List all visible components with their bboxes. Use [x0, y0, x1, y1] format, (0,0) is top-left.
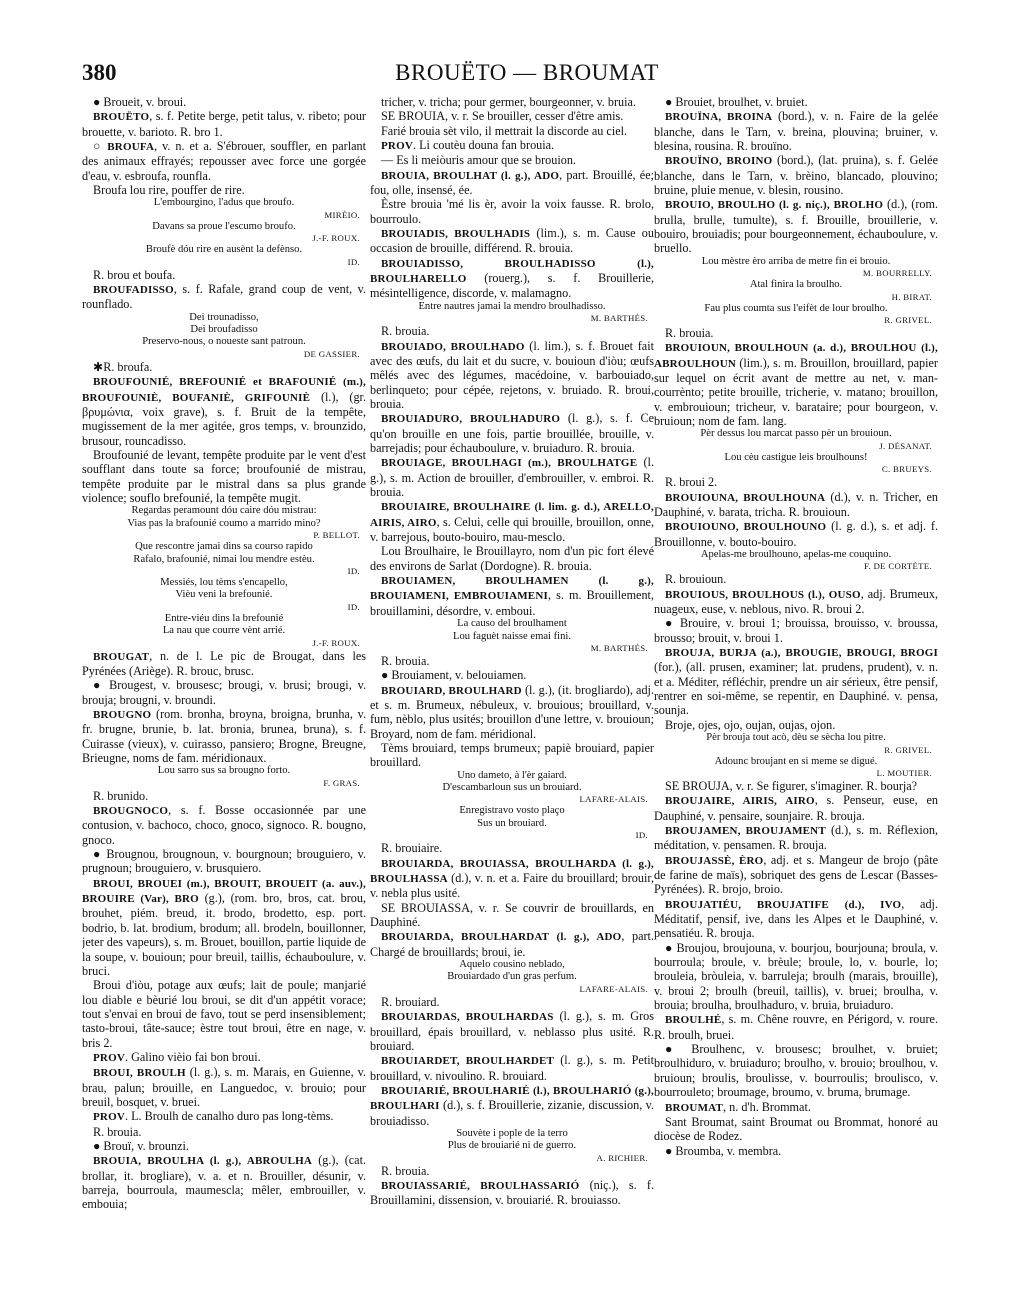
- dictionary-entry: ● Brouire, v. broui 1; brouissa, brouisso, v. broussa, brousso; brouit, v. broui 1.: [654, 616, 938, 645]
- dictionary-entry: R. brunido.: [93, 788, 149, 803]
- entry-headword: BROUIARDAS, BROULHARDAS: [381, 1011, 554, 1024]
- dictionary-entry: Broufa lou rire, pouffer de rire.: [93, 183, 245, 198]
- entry-headword: BROUIADISSO, BROULHADISSO (l.), BROULHARELLO: [370, 257, 654, 286]
- citation-quote: Lou cèu castigue leis broulhouns!: [724, 451, 868, 463]
- dictionary-entry: BROUIARIÉ, BROULHARIÉ (l.), BROULHARIÓ (g.), BROULHARI (d.), s. f. Brouillerie, zizanie, discussion, v. brouiadisso.: [370, 1084, 654, 1128]
- entry-headword: BROUJATIÉU, BROUJATIFE (d.), IVO: [665, 898, 902, 911]
- entry-headword: BROUGNOCO: [93, 805, 169, 818]
- entry-headword: BROUIADO, BROULHADO: [381, 340, 525, 353]
- dictionary-entry: BROUGNO (rom. bronha, broyna, broigna, brunha, v. fr. brugne, brunie, b. lat. bronia, brunea, bruna), s. f. Cuirasse (vieux), v. cuirasso, pansiero; Brogne, Breugne, Brieugne, noms de fam. méridionaux.: [82, 706, 366, 765]
- citation-quote: Souvète i pople de la terro Plus de brouiarié ni de guerro.: [447, 1127, 577, 1152]
- dictionary-entry: BROUFOUNIÉ, BREFOUNIÉ et BRAFOUNIÉ (m.), BROUFOUNIÈ, BOUFANIÈ, GRIFOUNIÈ (l.), (gr. βρυμώνια, voix grave), s. f. Bruit de la tempête, mugissement de la mer agitée, gros temps, v. brounzido, brusour, rouncadisso.: [82, 376, 366, 448]
- dictionary-entry: R. brou et boufa.: [93, 267, 176, 282]
- dictionary-entry: SE BROUJA, v. r. Se figurer, s'imaginer. R. bourja?: [665, 778, 918, 793]
- entry-headword: BROUIA, BROULHA (l. g.), ABROULHA: [93, 1155, 313, 1168]
- entry-headword: BROUIA, BROULHAT (l. g.), ADO: [381, 169, 560, 182]
- dictionary-entry: Broje, ojes, ojo, oujan, oujas, ojon.: [665, 717, 836, 732]
- dictionary-entry: BROUIAMEN, BROULHAMEN (l. g.), BROUIAMENI, EMBROUIAMENI, s. m. Brouillement, brouillamini, désordre, v. emboui.: [370, 575, 654, 618]
- dictionary-entry: R. brouia.: [381, 1163, 430, 1178]
- dictionary-entry: PROV. L. Broulh de canalho duro pas long-tèms.: [93, 1109, 334, 1124]
- entry-headword: BROUJASSÈ, ÈRO: [665, 854, 764, 867]
- dictionary-entry: SE BROUIASSA, v. r. Se couvrir de brouillards, en Dauphiné.: [370, 900, 654, 929]
- dictionary-entry: BROUIARDAS, BROULHARDAS (l. g.), s. m. Gros brouillard, épais brouillard, v. neblasso plus usité. R. brouiard.: [370, 1009, 654, 1053]
- entry-headword: BROUIO, BROULHO (l. g. niç.), BROLHO: [665, 199, 884, 212]
- dictionary-entry: BROUIARDET, BROULHARDET (l. g.), s. m. Petit brouillard, v. nivoulino. R. brouiard.: [370, 1053, 654, 1083]
- dictionary-entry: BROUIA, BROULHAT (l. g.), ADO, part. Brouillé, ée; fou, olle, insensé, ée.: [370, 167, 654, 198]
- citation-author: C. BRUEYS.: [881, 464, 932, 475]
- dictionary-entry: PROV. Li coutèu douna fan brouia.: [381, 138, 555, 153]
- column-middle: [370, 95, 654, 1295]
- dictionary-entry: BROUIARDA, BROULHARDAT (l. g.), ADO, part. Chargé de brouillards; broui, ie.: [370, 929, 654, 959]
- entry-headword: BROUGNO: [93, 708, 152, 721]
- entry-headword: BROUJA, BURJA (a.), BROUGIE, BROUGI, BROGI: [665, 647, 938, 660]
- entry-headword: BROUÏNO, BROINO: [665, 155, 773, 168]
- citation-quote: Pèr brouja tout acò, dèu se sècha lou pitre.: [706, 732, 886, 744]
- entry-headword: BROUIOUNA, BROULHOUNA: [665, 491, 826, 504]
- citation-quote: Lou mèstre èro arriba de metre fin ei brouio.: [701, 255, 891, 267]
- entry-headword: PROV: [93, 1051, 125, 1064]
- dictionary-entry: Lou Broulhaire, le Brouillayro, nom d'un pic fort élevé des environs de Sarlat (Dordogne). R. brouia.: [370, 544, 654, 573]
- dictionary-entry: ✱R. broufa.: [93, 359, 153, 374]
- citation-quote: Uno dameto, à l'èr gaiard. D'escambarloun sus un brouiard.: [442, 769, 582, 794]
- citation-quote: Davans sa proue l'escumo broufo.: [152, 220, 296, 232]
- citation-author: H. BIRAT.: [891, 291, 932, 302]
- dictionary-entry: ● Brougest, v. brousesc; brougi, v. brusi; brougi, v. brouja; brougni, v. broundi.: [82, 678, 366, 707]
- dictionary-entry: ● Brouï, v. brounzi.: [93, 1138, 189, 1153]
- dictionary-entry: R. brouia.: [381, 653, 430, 668]
- citation-quote: Entre-viéu dins la brefounié La nau que courre vènt arrié.: [162, 612, 286, 637]
- entry-headword: BROUMAT: [665, 1101, 724, 1114]
- dictionary-entry: ● Brougnou, brougnoun, v. bourgnoun; brouguiero, v. prugnoun; brouguiero, v. brusquiero.: [82, 847, 366, 876]
- dictionary-entry: BROUIADO, BROULHADO (l. lim.), s. f. Brouet fait avec des œufs, du lait et du sucre, v. bouioun d'iòu; œufs mêlés avec des légumes, macédoine, v. barbouiado, berlinqueto; pour cépée, rejetons, v. bruiado. R. broui, brouia.: [370, 338, 654, 411]
- entry-headword: BROUIARIÉ, BROULHARIÉ (l.), BROULHARIÓ (g.), BROULHARI: [370, 1084, 654, 1113]
- citation-quote: Lou sarro sus sa brougno forto.: [157, 765, 291, 777]
- citation-author: M. BOURRELLY.: [862, 268, 932, 279]
- dictionary-entry: BROUI, BROULH (l. g.), s. m. Marais, en Guienne, v. brau, palun; brouille, en Languedoc, v. brouio; pour breuil, bosquet, v. bruei.: [82, 1065, 366, 1109]
- dictionary-entry: BROUIA, BROULHA (l. g.), ABROULHA (g.), (cat. brollar, it. brogliare), v. a. et n. Brouiller, désunir, v. barreja, bourroula, maumescla; mêler, embrouiller, v. embouia;: [82, 1153, 366, 1212]
- dictionary-entry: BROUIOUNO, BROULHOUNO (l. g. d.), s. et adj. f. Brouillonne, v. bouto-bouiro.: [654, 519, 938, 549]
- citation-author: A. RICHIER.: [596, 1152, 648, 1163]
- entry-headword: BROUIADURO, BROULHADURO: [381, 413, 561, 426]
- citation-author: M. BARTHÉS.: [590, 313, 648, 324]
- dictionary-entry: BROUIO, BROULHO (l. g. niç.), BROLHO (d.), (rom. brulla, brulle, tumulte), s. f. Brouille, brouillerie, v. bouiro, brouiadis; pour bourgeonnement, échauboulure, v. bruello.: [654, 197, 938, 256]
- dictionary-entry: BROUJAIRE, AIRIS, AIRO, s. Penseur, euse, en Dauphiné, v. pensaire, sounjaire. R. brouja.: [654, 793, 938, 823]
- dictionary-entry: BROUJASSÈ, ÈRO, adj. et s. Mangeur de brojo (pâte de farine de maïs), sobriquet des gens de Lescar (Basses-Pyrénées). R. brojo, broio.: [654, 852, 938, 897]
- dictionary-entry: ● Broueit, v. broui.: [93, 95, 187, 109]
- column-left: [82, 95, 366, 1295]
- dictionary-entry: Sant Broumat, saint Broumat ou Brommat, honoré au diocèse de Rodez.: [654, 1114, 938, 1144]
- citation-quote: L'embourgino, l'adus que broufo.: [153, 197, 295, 209]
- citation-author: J. DÉSANAT.: [879, 440, 932, 451]
- entry-headword: BROUI, BROULH: [93, 1067, 186, 1080]
- citation-quote: Enregistravo vosto plaço Sus un brouiard.: [459, 805, 565, 829]
- entry-headword: BROUJAMEN, BROUJAMENT: [665, 824, 826, 837]
- citation-author: F. GRAS.: [323, 777, 360, 788]
- entry-headword: BROUGAT: [93, 650, 150, 663]
- citation-quote: Fau plus coumta sus l'eifèt de lour broulho.: [704, 302, 888, 314]
- page-number: 380: [82, 60, 117, 85]
- entry-headword: BROUIAMEN, BROULHAMEN (l. g.), BROUIAMENI, EMBROUIAMENI: [370, 575, 654, 603]
- citation-quote: Atal finira la broulho.: [749, 279, 843, 291]
- entry-headword: BROUIAGE, BROULHAGI (m.), BROULHATGE: [381, 457, 638, 470]
- citation-author: M. BARTHÉS.: [590, 642, 648, 653]
- dictionary-entry: ○ BROUFA, v. n. et a. S'ébrouer, souffler, en parlant des animaux effrayés; repousser avec force une gorgée d'eau, v. esbroufa, rounfla.: [82, 139, 366, 183]
- entry-headword: BROUÏNA, BROINA: [665, 111, 773, 124]
- citation-author: L. MOUTIER.: [876, 767, 932, 778]
- citation-quote: Pèr dessus lou marcat passo pèr un brouioun.: [700, 428, 892, 440]
- dictionary-entry: BROUIOUNA, BROULHOUNA (d.), v. n. Tricher, en Dauphiné, v. barata, tricha. R. brouioun.: [654, 489, 938, 519]
- citation-quote: Que rescontre jamai dins sa courso rapido Rafalo, brafounié, nimai lou mendre estèu.: [133, 541, 315, 565]
- dictionary-entry: BROUGAT, n. de l. Le pic de Brougat, dans les Pyrénées (Ariège). R. brouc, brusc.: [82, 648, 366, 678]
- dictionary-entry: BROUIADURO, BROULHADURO (l. g.), s. f. Ce qu'on brouille en une fois, partie brouillée, brouille, v. barrejadis; pour échauboulure, v. bruiaduro. R. brouia.: [370, 411, 654, 455]
- dictionary-entry: BROUIASSARIÉ, BROULHASSARIÓ (niç.), s. f. Brouillamini, dissension, v. brouiarié. R. brouiasso.: [370, 1178, 654, 1208]
- entry-headword: BROUIADIS, BROULHADIS: [381, 228, 531, 241]
- citation-quote: Entre nautres jamai la mendro broulhadisso.: [418, 300, 606, 312]
- citation-author: R. GRIVEL.: [884, 315, 932, 325]
- citation-quote: Messiés, lou tèms s'encapello, Vièu veni la brefounié.: [160, 576, 288, 601]
- dictionary-entry: ● Brouiet, broulhet, v. bruiet.: [665, 95, 808, 109]
- dictionary-entry: BROUMAT, n. d'h. Brommat.: [665, 1099, 811, 1114]
- dictionary-entry: BROUJA, BURJA (a.), BROUGIE, BROUGI, BROGI (for.), (all. prusen, examiner; lat. prudens, prudent), v. n. et a. Méditer, réfléchir, prendre un air sérieux, être pensif, rentrer en soi-même, se repentir, en Dauphiné. v. pensa, sounja.: [654, 647, 938, 718]
- citation-author: ID.: [347, 256, 360, 267]
- dictionary-entry: BROUIAGE, BROULHAGI (m.), BROULHATGE (l. g.), s. m. Action de brouiller, d'embrouiller, v. embroi. R. brouia.: [370, 455, 654, 499]
- entry-headword: BROUIARDA, BROULHARDAT (l. g.), ADO: [381, 931, 622, 944]
- dictionary-entry: tricher, v. tricha; pour germer, bourgeonner, v. bruia.: [381, 95, 636, 109]
- citation-author: R. GRIVEL.: [884, 744, 932, 755]
- citation-quote: La causo del broulhament Lou faguèt naisse emai fini.: [453, 618, 571, 642]
- citation-author: ID.: [347, 565, 360, 576]
- dictionary-entry: BROUIADIS, BROULHADIS (lim.), s. m. Cause ou occasion de brouille, différend. R. brouia.: [370, 226, 654, 256]
- page-header: [82, 60, 972, 90]
- entry-headword: BROUIARDA, BROUIASSA, BROULHARDA (l. g.), BROULHASSA: [370, 857, 654, 885]
- dictionary-entry: ● Broujou, broujouna, v. bourjou, bourjouna; broula, v. bourroula; broule, v. brèule; broule, lo, v. bourle, lo; brouleia, bròuleia, v. barruleja; broulh (marais, brouille), v. broui 2; broulh (breuil, taillis), v. bruei; broulha, v. brouia; broulha, broulhaduro, v. bruia, bruiaduro.: [654, 940, 938, 1013]
- dictionary-entry: BROUJATIÉU, BROUJATIFE (d.), IVO, adj. Méditatif, pensif, ive, dans les Alpes et le Dauphiné, v. pensatiéu. R. brouja.: [654, 896, 938, 941]
- dictionary-entry: BROUIADISSO, BROULHADISSO (l.), BROULHARELLO (rouerg.), s. f. Brouillerie, mésintelligence, discorde, v. malamagno.: [370, 257, 654, 301]
- dictionary-entry: Farié brouia sèt vilo, il mettrait la discorde au ciel.: [381, 123, 628, 138]
- citation-author: P. BELLOT.: [313, 530, 360, 541]
- dictionary-entry: BROUI, BROUEI (m.), BROUIT, BROUEIT (a. auv.), BROUIRE (Var), BRO (g.), (rom. bro, bros, cat. brou, brouhet, piém. breud, it. brodo, brodetto, esp. port. bodrio, b. lat. brodium, brodum; all. brodeln, bouillonner, jeter des vapeurs), s. m. Brouet, bouillon, partie liquide de la soupe, v. bouioun; pour breuil, taillis, échauboulure, v. bruci.: [82, 877, 366, 978]
- dictionary-entry: R. brouiaire.: [381, 841, 443, 856]
- dictionary-entry: BROUJAMEN, BROUJAMENT (d.), s. m. Réflexion, méditation, v. pensamen. R. brouja.: [654, 822, 938, 853]
- dictionary-entry: R. brouiard.: [381, 994, 440, 1009]
- entry-headword: BROUIOUN, BROULHOUN (a. d.), BROULHOU (l.), ABROULHOUN: [654, 342, 938, 370]
- dictionary-entry: ● Broumba, v. membra.: [665, 1143, 782, 1158]
- citation-author: MIRÈIO.: [324, 209, 360, 220]
- citation-author: ID.: [635, 830, 648, 841]
- dictionary-entry: — Es li meiòuris amour que se brouion.: [381, 153, 576, 168]
- dictionary-entry: BROUËTO, s. f. Petite berge, petit talus, v. ribeto; pour brouette, v. barioto. R. bro 1.: [82, 109, 366, 139]
- entry-headword: PROV: [381, 140, 413, 153]
- entry-headword: BROUJAIRE, AIRIS, AIRO: [665, 795, 815, 808]
- citation-author: DE GASSIER.: [303, 348, 360, 359]
- entry-headword: BROUIOUNO, BROULHOUNO: [665, 521, 827, 534]
- entry-headword: BROUIASSARIÉ, BROULHASSARIÓ: [381, 1180, 580, 1193]
- entry-headword: BROUËTO: [93, 111, 150, 124]
- entry-headword: BROUIARD, BROULHARD: [381, 684, 522, 697]
- dictionary-entry: BROUIOUS, BROULHOUS (l.), OUSO, adj. Brumeux, nuageux, euse, v. neblous, nivo. R. broui 2.: [654, 586, 938, 617]
- citation-quote: Broufè dóu rire en ausènt la defènso.: [145, 244, 303, 256]
- citation-author: ID.: [347, 601, 360, 612]
- dictionary-entry: Tèms brouiard, temps brumeux; papiè brouiard, papier brouillard.: [370, 740, 654, 770]
- citation-author: LAFARE-ALAIS.: [579, 794, 648, 805]
- dictionary-entry: BROUIARDA, BROUIASSA, BROULHARDA (l. g.), BROULHASSA (d.), v. n. et a. Faire du brouillard; brouir, v. nebla plus usité.: [370, 857, 654, 901]
- dictionary-entry: PROV. Galino vièio fai bon broui.: [93, 1049, 261, 1064]
- dictionary-entry: BROUGNOCO, s. f. Bosse occasionnée par une contusion, v. bachoco, choco, gnoco, signoco. R. bougno, gnoco.: [82, 803, 366, 847]
- dictionary-entry: R. brouia.: [381, 324, 430, 339]
- entry-headword: BROUIOUS, BROULHOUS (l.), OUSO: [665, 588, 861, 601]
- entry-headword: BROUFOUNIÉ, BREFOUNIÉ et BRAFOUNIÉ (m.), BROUFOUNIÈ, BOUFANIÈ, GRIFOUNIÈ: [82, 376, 366, 404]
- dictionary-entry: BROUIARD, BROULHARD (l. g.), (it. brogliardo), adj. et s. m. Brumeux, nébuleux, v. brouious; brouillard, v. fum, nèblo, plus usités; brouillon d'une lettre, v. brouioun; Broyard, nom de fam. méridional.: [370, 682, 654, 741]
- entry-headword: BROUIAIRE, BROULHAIRE (l. lim. g. d.), ARELLO, AIRIS, AIRO: [370, 501, 654, 529]
- dictionary-entry: R. brouia.: [665, 326, 714, 340]
- dictionary-entry: Broufounié de levant, tempête produite par le vent d'est soufflant dans toute sa force; broufounié de mistrau, tempête produite par le mistral dans sa plus grande violence; souflo brefounié, la tempête mugit.: [82, 447, 366, 505]
- dictionary-entry: BROULHÉ, s. m. Chêne rouvre, en Périgord, v. roure. R. broulh, bruei.: [654, 1012, 938, 1042]
- entry-headword: PROV: [93, 1111, 125, 1124]
- citation-quote: Apelas-me broulhouno, apelas-me couquino.: [700, 548, 892, 560]
- dictionary-entry: R. brouioun.: [665, 572, 727, 587]
- entry-headword: BROULHÉ: [665, 1014, 722, 1027]
- dictionary-entry: BROUIAIRE, BROULHAIRE (l. lim. g. d.), ARELLO, AIRIS, AIRO, s. Celui, celle qui brouille, brouillon, onne, v. barrejous, bouto-bouiro, mau-mesclo.: [370, 501, 654, 545]
- citation-author: J.-F. ROUX.: [312, 637, 360, 648]
- citation-author: J.-F. ROUX.: [312, 233, 360, 244]
- citation-quote: Adounc broujant en si meme se digué.: [714, 755, 878, 767]
- citation-quote: Aquelo cousino neblado, Brouiardado d'un gras perfum.: [447, 959, 577, 983]
- entry-headword: BROUI, BROUEI (m.), BROUIT, BROUEIT (a. auv.), BROUIRE (Var), BRO: [82, 877, 366, 906]
- citation-quote: Dei trounadisso, Dei broufadisso Preservo-nous, o noueste sant patroun.: [142, 311, 306, 348]
- column-right: [654, 95, 938, 1295]
- dictionary-entry: ● Broulhenc, v. brousesc; broulhet, v. bruiet; broulhiduro, v. bruiaduro; broulho, v. brouio; broulhou, v. bruioun; broulis, broulisse, v. bourroulis; broulisco, v. bourrouleto; broumage, broumo, v. bruma, brumage.: [654, 1042, 938, 1100]
- running-title: BROUËTO — BROUMAT: [395, 60, 659, 85]
- entry-headword: BROUIARDET, BROULHARDET: [381, 1055, 555, 1068]
- dictionary-entry: SE BROUIA, v. r. Se brouiller, cesser d'être amis.: [381, 109, 624, 124]
- dictionary-entry: Èstre brouia 'mé lis èr, avoir la voix fausse. R. brolo, bourroulo.: [370, 197, 654, 226]
- entry-headword: BROUFA: [107, 141, 155, 154]
- citation-quote: Regardas peramount dóu caire dóu mistrau: Vias pas la brafounié coumo a marrido mino?: [127, 505, 321, 529]
- dictionary-entry: BROUÏNA, BROINA (bord.), v. n. Faire de la gelée blanche, dans le Tarn, v. breina, plouvina; bruiner, v. blesina, rousina. R. brouïno.: [654, 109, 938, 154]
- dictionary-entry: ● Brouiament, v. belouiamen.: [381, 668, 527, 683]
- dictionary-entry: BROUÏNO, BROINO (bord.), (lat. pruina), s. f. Gelée blanche, dans le Tarn, v. brèino, blancado, plouvino; bruine, pluie menue, v. blesin, rousino.: [654, 153, 938, 198]
- citation-author: LAFARE-ALAIS.: [579, 983, 648, 994]
- citation-author: F. DE CORTÈTE.: [864, 561, 932, 572]
- entry-headword: BROUFADISSO: [93, 283, 174, 296]
- dictionary-entry: BROUIOUN, BROULHOUN (a. d.), BROULHOU (l.), ABROULHOUN (lim.), s. m. Brouillon, brouillard, papier sur lequel on écrit avant de mettre au net, v. man-courrènto; petite brouille, tricherie, v. matano; brouillon, v. embrouioun; tricheur, v. barataire; pour bourgeon, v. bruioun; nom de fam. lang.: [654, 342, 938, 429]
- dictionary-entry: R. brouia.: [93, 1124, 142, 1139]
- dictionary-entry: Broui d'iòu, potage aux œufs; lait de poule; manjarié lou diable e bèurié lou broui, se dit d'un appétit vorace; tout s'envai en broui de favo, tout se perd insensiblement; tasto-broui, tâte-sauce; èstre tout broui, être en nage, v. bris 2.: [82, 978, 366, 1050]
- dictionary-entry: R. broui 2.: [665, 475, 718, 490]
- dictionary-entry: BROUFADISSO, s. f. Rafale, grand coup de vent, v. rounflado.: [82, 281, 366, 312]
